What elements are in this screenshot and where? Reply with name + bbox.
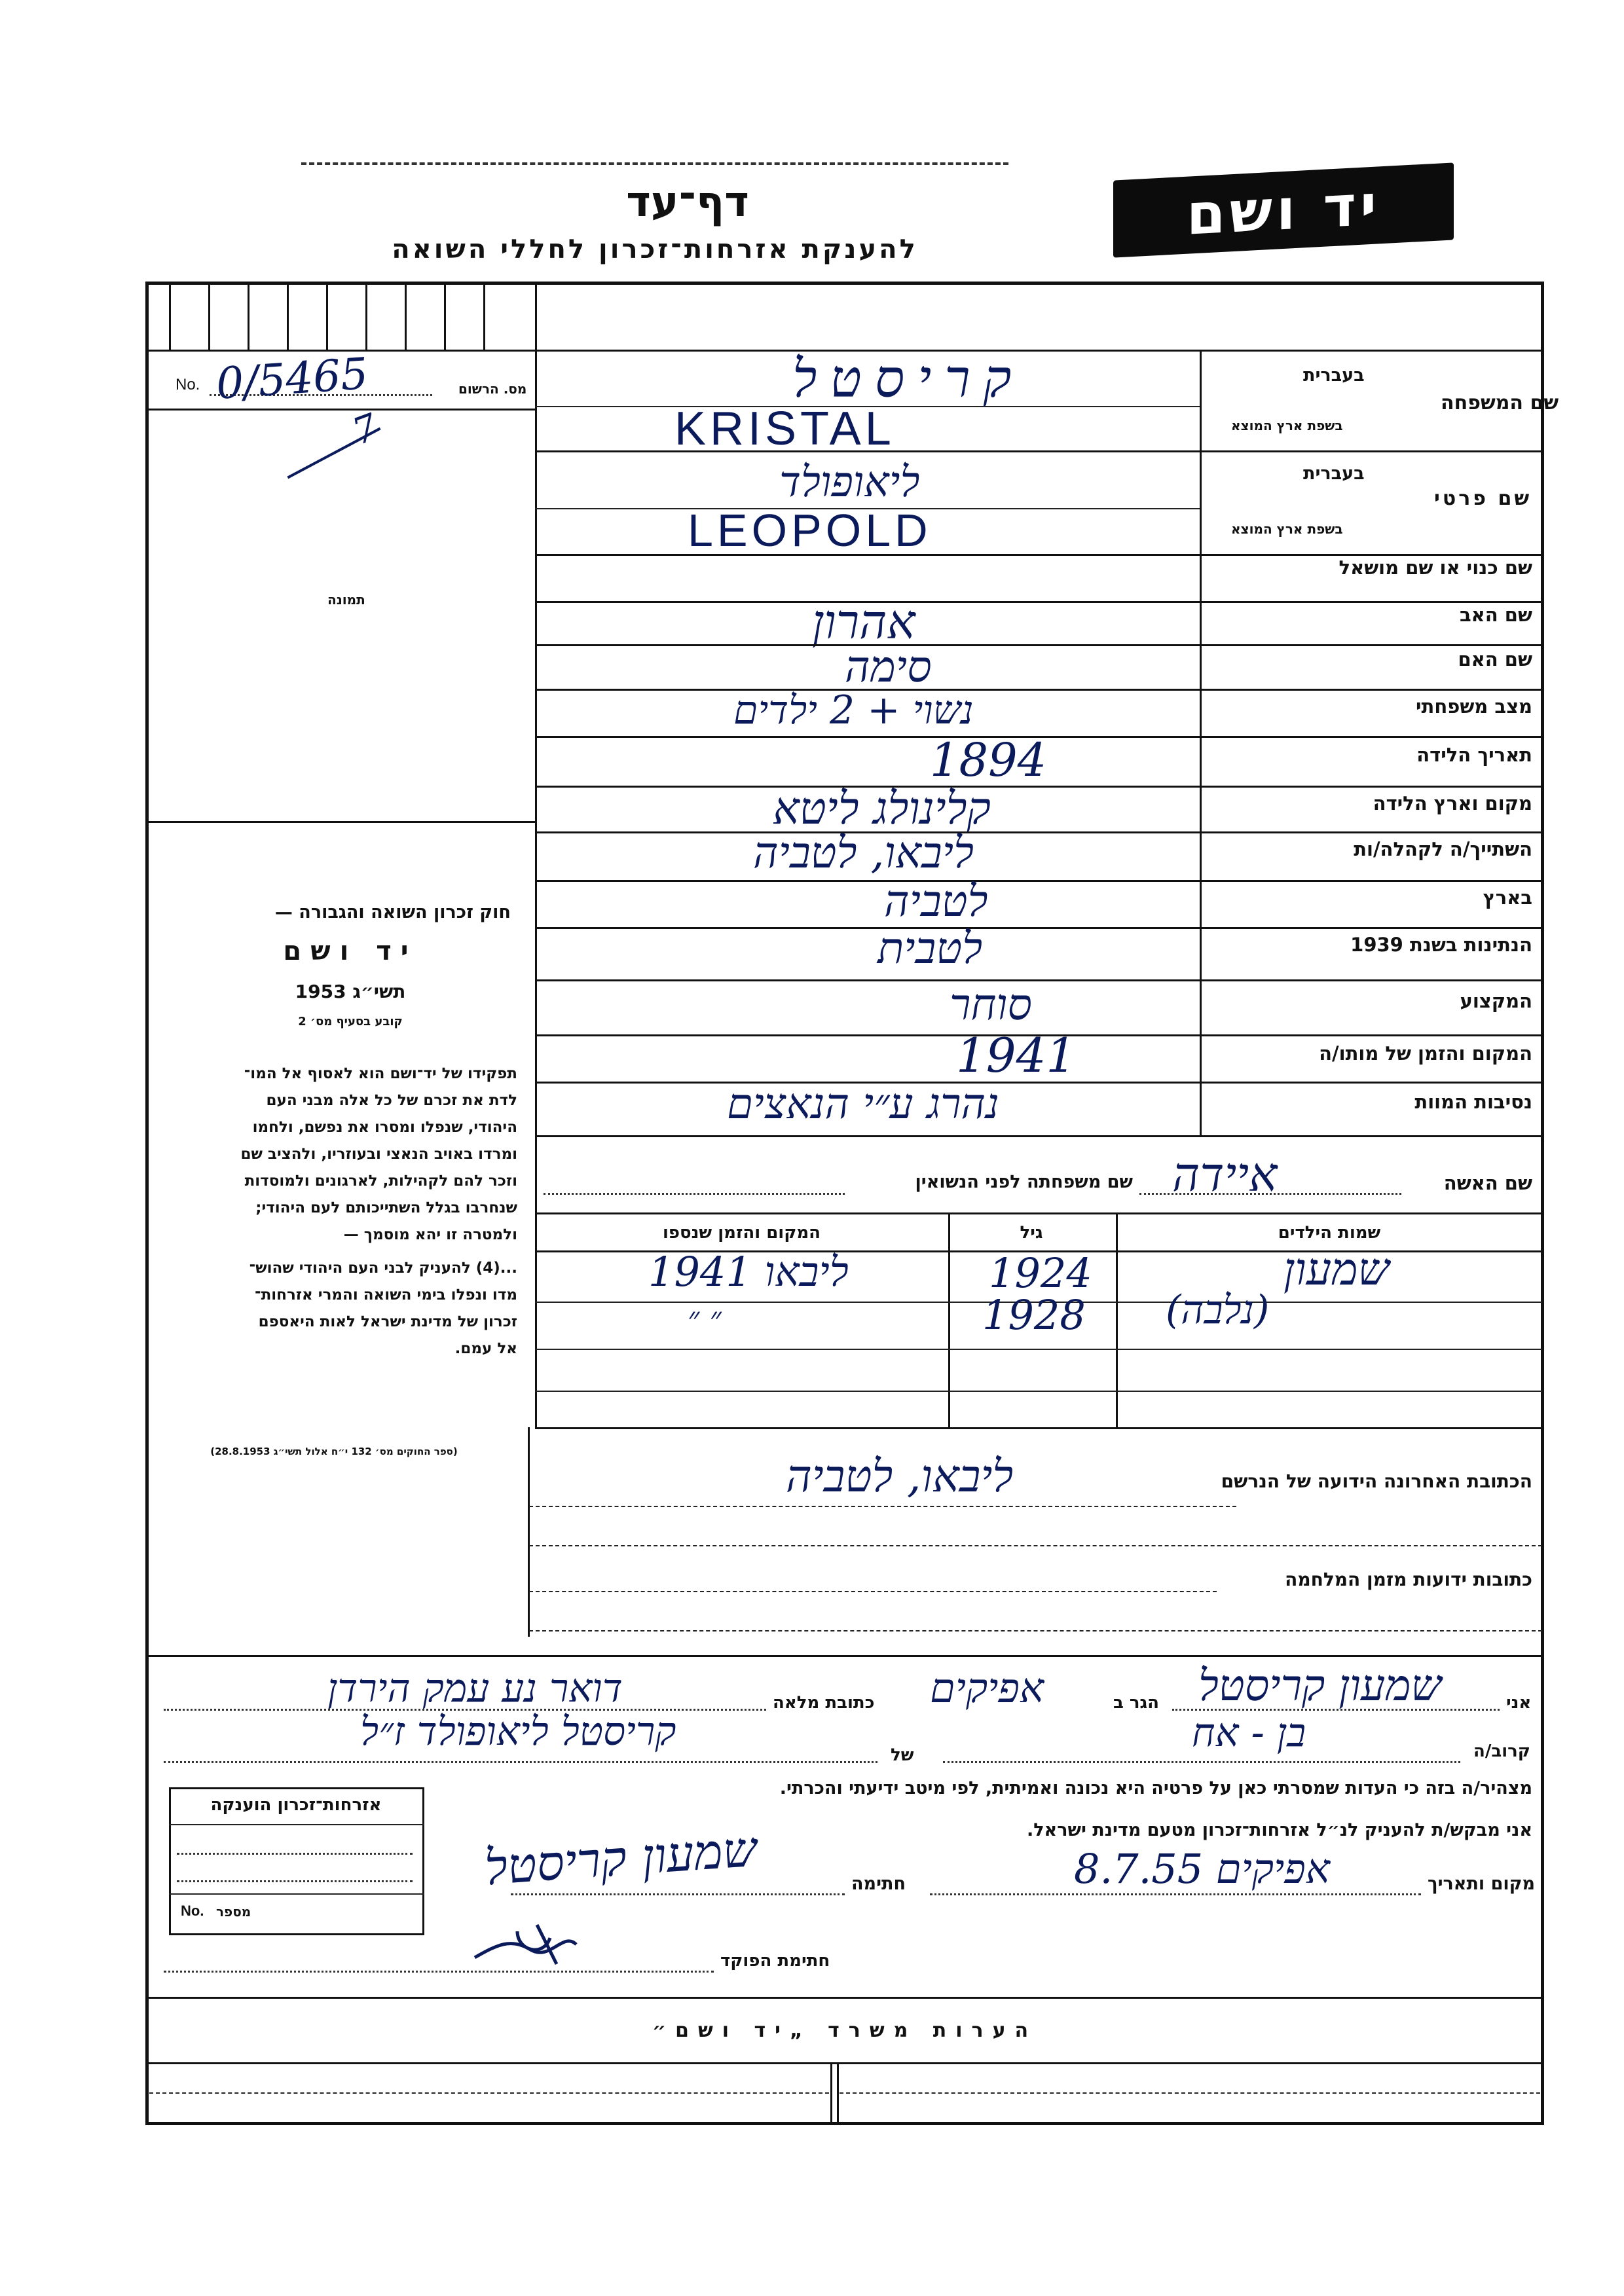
field-value-country: לטביה <box>884 876 988 926</box>
children-header-names: שמות הילדים <box>1278 1223 1381 1243</box>
field-value-death-circumstances: נהרג ע״י הנאצים <box>727 1080 999 1129</box>
field-label-father: שם האב <box>1459 604 1532 626</box>
field-label-death-place-time: המקום והזמן של מותו/ה <box>1319 1042 1532 1065</box>
decl-of-value: קריסטל ליאופולד ז״ל <box>360 1709 676 1755</box>
citizenship-dots-1 <box>177 1853 413 1855</box>
decl-signature-dots <box>511 1893 845 1895</box>
children-header-place-time: המקום והזמן שנספו <box>662 1223 821 1243</box>
law-clause: קובע בסעיף מס׳ 2 <box>298 1015 403 1029</box>
field-label-community: השתייך/ה לקהלה/ות <box>1354 838 1532 860</box>
officer-signature-mark <box>471 1918 583 1971</box>
origin-lang-label-family: בשפת ארץ המוצא <box>1231 418 1343 433</box>
decl-statement-1: מצהיר/ה בזה כי העדות שמסרתי כאן על פרטיה היא נכונה ואמיתית, לפי מיטב ידיעתי והכרתי. <box>779 1778 1532 1798</box>
registration-no-label: No. <box>175 376 200 393</box>
field-label-nickname: שם כנוי או שם מושאל <box>1338 556 1532 579</box>
first-name-hebrew: ליאופולד <box>779 458 920 507</box>
wife-maiden-label: שם משפחתה לפני הנשואין <box>915 1172 1133 1192</box>
first-name-label: שם פרטי <box>1434 487 1532 510</box>
decl-full-address: דואר נע עמק הירדן <box>327 1666 623 1711</box>
registration-number: 0/5465 <box>214 348 370 410</box>
decl-lives-in-label: הגר ב <box>1113 1693 1160 1713</box>
field-label-profession: המקצוע <box>1460 990 1532 1012</box>
wife-label: שם האשה <box>1443 1172 1532 1194</box>
photo-label: תמונה <box>327 592 365 608</box>
wife-bottom <box>535 1212 1542 1214</box>
field-label-death-circumstances: נסיבות המוות <box>1414 1091 1532 1113</box>
notes-line-1 <box>149 2092 829 2094</box>
law-line: שנחרבו בגלל השתייכותם לעם היהודי; <box>255 1199 517 1216</box>
notes-col-divider-2 <box>837 2062 839 2124</box>
cell-div-1 <box>169 283 171 350</box>
child-1-age: 1924 <box>989 1249 1092 1297</box>
decl-place-date-dots <box>930 1893 1421 1895</box>
row-country-bottom <box>535 927 1542 929</box>
last-address-value: ליבאו, לטביה <box>786 1451 1014 1503</box>
address-line-2 <box>529 1545 1542 1546</box>
child-2-age: 1928 <box>982 1291 1086 1339</box>
row-death-bottom <box>535 1082 1542 1084</box>
top-rule <box>301 162 1008 165</box>
notes-header-bottom <box>147 2062 1542 2064</box>
decl-of-dots <box>164 1761 877 1763</box>
cell-div-8 <box>444 283 446 350</box>
citizenship-number-label: מספר <box>216 1904 251 1920</box>
right-header-bottom <box>535 350 1542 352</box>
office-notes-title: הערות משרד „יד ושם״ <box>652 2019 1038 2042</box>
decl-relation: בן - אח <box>1192 1710 1306 1756</box>
field-value-citizenship: לטבית <box>877 923 983 974</box>
children-header-age: גיל <box>1020 1223 1043 1243</box>
origin-lang-label-first: בשפת ארץ המוצא <box>1231 521 1343 537</box>
law-line: מדו ונפלו בימי השואה והמרי אזרחות־ <box>255 1286 517 1303</box>
cell-div-4 <box>287 283 289 350</box>
registration-suffix: 7 <box>346 405 384 454</box>
field-value-profession: סוחר <box>950 979 1032 1030</box>
child-1-place-time: ליבאו 1941 <box>648 1248 849 1296</box>
address-line-1 <box>529 1506 1236 1507</box>
field-label-birthplace: מקום וארץ הלידה <box>1373 792 1532 814</box>
decl-place-date: אפיקים 8.7.55 <box>1074 1845 1330 1893</box>
law-line: זכרון של מדינת ישראל לאות היאספם <box>258 1313 517 1330</box>
field-value-birthdate: 1894 <box>930 733 1047 787</box>
law-line: לדת את זכרם של כל אלה מבני העם <box>266 1092 517 1109</box>
field-value-father: אהרון <box>812 594 915 649</box>
law-line: אל עמם. <box>454 1340 517 1357</box>
cell-div-7 <box>405 283 407 350</box>
field-label-country: בארץ <box>1483 886 1532 909</box>
law-name: יד ושם <box>283 936 418 966</box>
field-value-birthplace: קלינולג ליטא <box>773 783 991 835</box>
yad-vashem-logo <box>1113 162 1454 257</box>
law-line: ומרדו באויב הנאצי ובעוזריו, ולהציב שם <box>240 1146 517 1163</box>
child-1-name: שמעון <box>1283 1244 1390 1296</box>
decl-relative-label: קרוב/ה <box>1473 1741 1530 1761</box>
page-subtitle: להענקת אזרחות־זכרון לחללי השואה <box>392 234 918 264</box>
row-citizenship-bottom <box>535 979 1542 981</box>
family-name-hebrew: קריסטל <box>792 348 1025 409</box>
decl-i-label: אני <box>1506 1693 1532 1713</box>
hebrew-label-family: בעברית <box>1303 365 1365 386</box>
cell-div-9 <box>483 283 485 350</box>
decl-signature: שמעון קריסטל <box>483 1821 759 1897</box>
row-mother-bottom <box>535 689 1542 691</box>
family-name-latin: KRISTAL <box>674 403 895 455</box>
first-name-latin: LEOPOLD <box>688 505 932 556</box>
row-community-bottom <box>535 880 1542 882</box>
citizenship-title: אזרחות־זכרון הוענקה <box>210 1795 382 1815</box>
officer-signature-scribble <box>471 1918 583 1971</box>
citizenship-number-top <box>169 1893 424 1895</box>
decl-signature-label: חתימה <box>851 1874 906 1894</box>
address-line-3 <box>529 1591 1217 1592</box>
citizenship-no-label: No. <box>181 1903 204 1919</box>
decl-name: שמעון קריסטל <box>1198 1660 1442 1711</box>
logo-text: יד ושם <box>1186 172 1381 248</box>
law-line: וזכר להם לקהילות, לארגונים ולמוסדות <box>244 1173 517 1190</box>
law-line: תפקידו של יד־ושם הוא לאסוף אל המו־ <box>244 1065 517 1082</box>
field-value-death-place-time: 1941 <box>956 1028 1077 1083</box>
left-column-divider <box>535 283 537 1427</box>
wartime-address-label: כתובות ידועות מזמן המלחמה <box>1285 1569 1532 1590</box>
citizenship-dots-2 <box>177 1880 413 1882</box>
hebrew-label-first: בעברית <box>1303 464 1365 484</box>
cell-div-5 <box>326 283 328 350</box>
field-label-citizenship: הנתינות בשנת 1939 <box>1350 934 1532 956</box>
registration-bottom <box>147 409 535 410</box>
row-birthplace-bottom <box>535 831 1542 833</box>
field-value-marital: נשוי + 2 ילדים <box>733 687 974 733</box>
maiden-dots <box>544 1193 845 1195</box>
child-row-3-bottom <box>535 1391 1542 1392</box>
decl-of-label: של <box>891 1745 914 1765</box>
citizenship-title-bottom <box>169 1824 424 1825</box>
decl-lives-in: אפיקים <box>930 1664 1044 1712</box>
field-label-birthdate: תאריך הלידה <box>1416 744 1532 766</box>
children-col-divider-2 <box>948 1212 950 1427</box>
child-row-2-bottom <box>535 1349 1542 1350</box>
decl-statement-2: אני מבקש/ת להעניק לנ״ל אזרחות־זכרון מטעם מדינת ישראל. <box>1026 1820 1532 1840</box>
page-title: דף־עד <box>626 178 749 227</box>
photo-bottom <box>147 821 535 823</box>
law-paragraph <box>151 1061 517 1362</box>
decl-place-date-label: מקום ותאריך <box>1428 1874 1536 1894</box>
first-name-bottom <box>535 554 1542 556</box>
law-line: היהודי, שנפלו ומסרו את נפשם, ולחמו <box>252 1119 517 1136</box>
registration-label: מס. הרשום <box>458 381 527 397</box>
cell-div-6 <box>365 283 367 350</box>
field-label-marital: מצב משפחתי <box>1415 695 1532 718</box>
declaration-top <box>147 1655 1542 1657</box>
wife-value: איידה <box>1172 1147 1278 1202</box>
law-footnote: (ספר החוקים מס׳ 132 י״ח אלול תשי״ג 28.8.1953) <box>210 1446 458 1457</box>
decl-full-address-label: כתובת מלאה <box>773 1693 875 1713</box>
row-circumstances-bottom <box>535 1135 1542 1137</box>
law-heading: חוק זכרון השואה והגבורה — <box>274 902 511 922</box>
law-line: ולמטרה זו יהא מוסמך — <box>343 1226 517 1243</box>
row-birthdate-bottom <box>535 786 1542 788</box>
row-father-bottom <box>535 644 1542 646</box>
law-year: תשי״ג 1953 <box>295 981 406 1002</box>
field-label-mother: שם האם <box>1458 648 1532 670</box>
children-col-divider-1 <box>1116 1212 1118 1427</box>
label-column-divider <box>1200 350 1202 1135</box>
address-left-edge <box>528 1427 530 1637</box>
law-line: ...(4) להעניק לבני העם היהודי שהוש־ <box>249 1260 517 1277</box>
field-value-mother: סימה <box>845 642 932 692</box>
address-line-4 <box>529 1630 1542 1631</box>
notes-top <box>147 1997 1542 1999</box>
child-2-name: (נלבה) <box>1166 1287 1270 1333</box>
notes-line-2 <box>840 2092 1540 2094</box>
field-value-community: ליבאו, לטביה <box>753 828 974 878</box>
cell-div-2 <box>208 283 210 350</box>
decl-relation-dots <box>943 1761 1460 1763</box>
officer-signature-dots <box>164 1971 714 1973</box>
family-name-label: שם המשפחה <box>1441 392 1559 414</box>
row-nickname-bottom <box>535 601 1542 603</box>
child-2-place-time: ״ ״ <box>688 1300 722 1337</box>
last-address-label: הכתובת האחרונה הידועה של הנרשם <box>1221 1470 1532 1492</box>
notes-col-divider <box>830 2062 832 2124</box>
officer-signature-label: חתימת הפוקד <box>720 1951 830 1971</box>
cell-div-3 <box>248 283 249 350</box>
children-bottom <box>535 1427 1542 1429</box>
